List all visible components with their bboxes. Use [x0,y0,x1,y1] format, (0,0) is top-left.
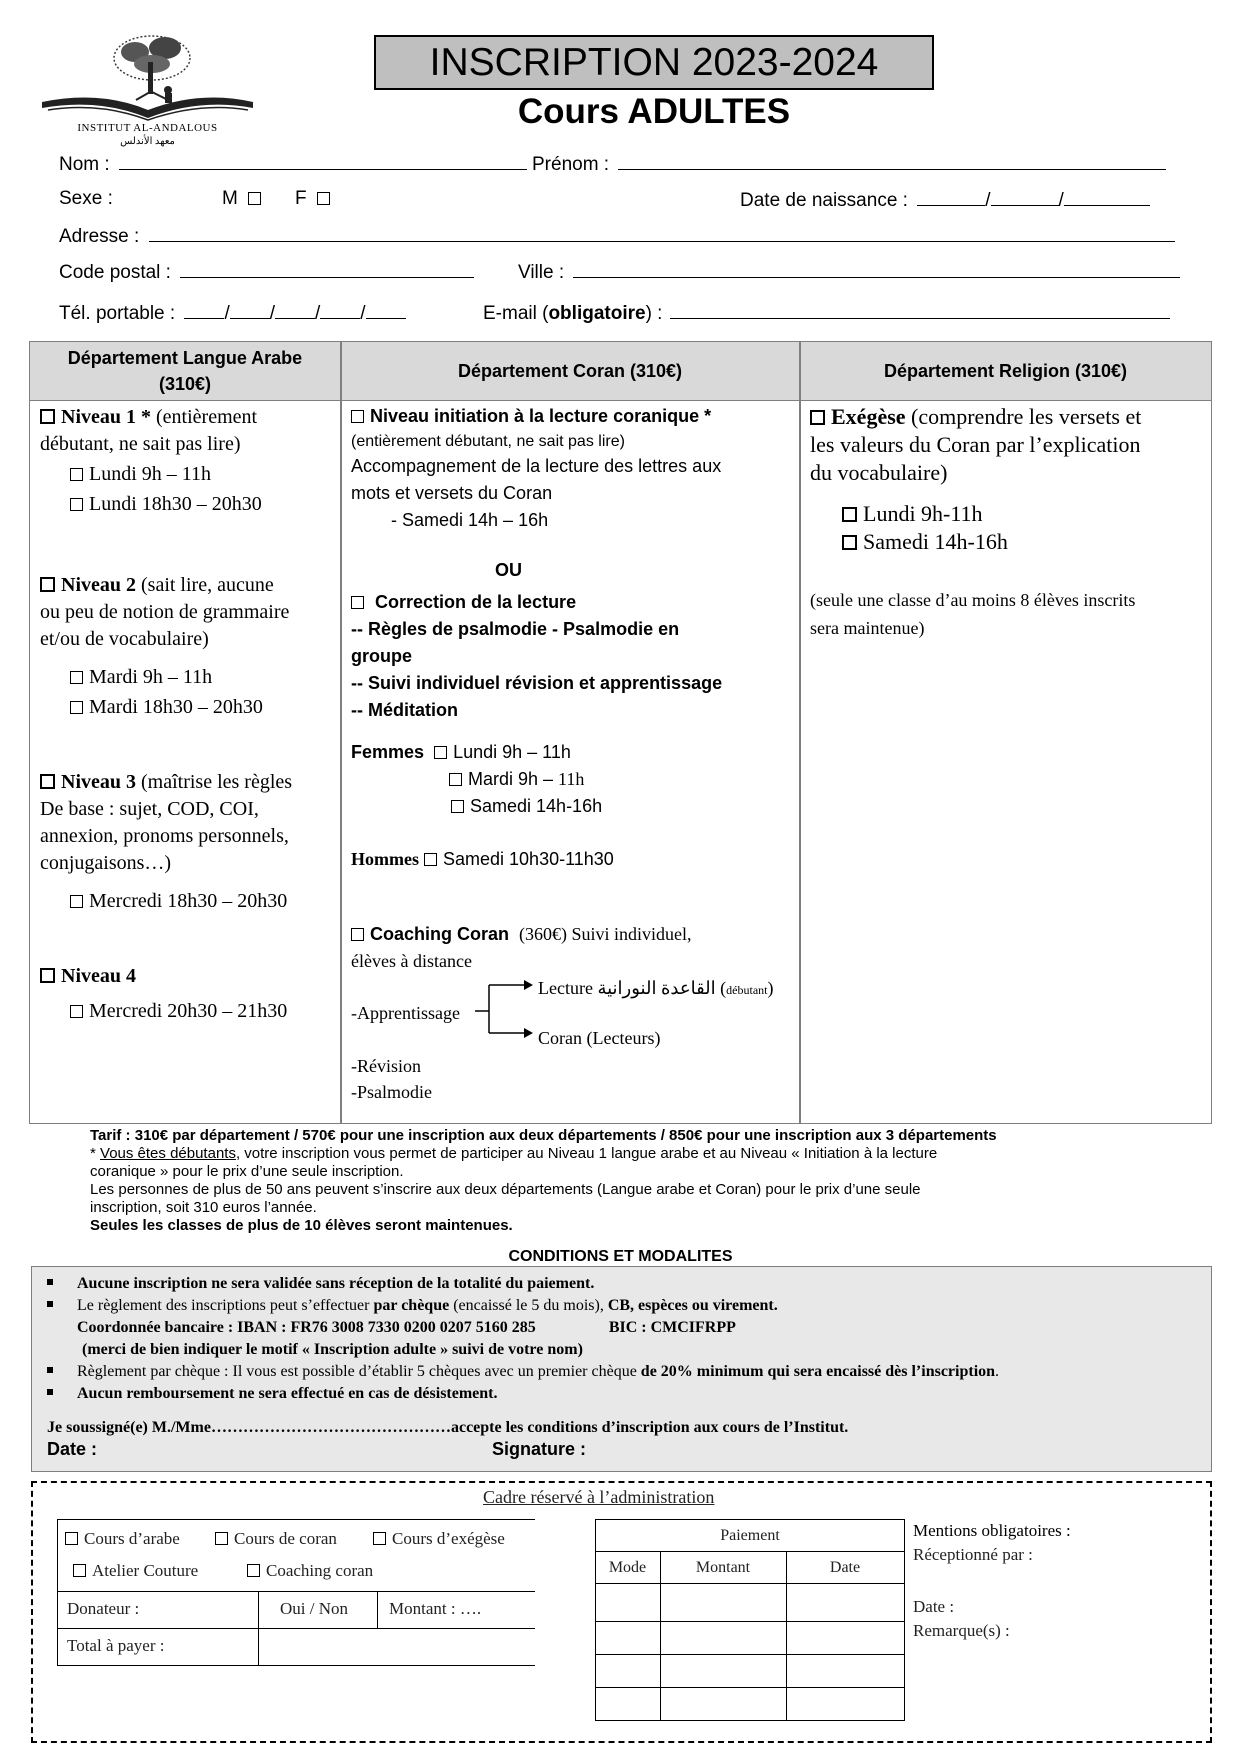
prenom-row [532,152,1166,176]
tel-row: Tél. portable : / / / / [59,301,406,325]
slot-label: Samedi 14h-16h [863,529,1008,554]
niveau1-desc: (entièrement [151,406,258,428]
exegese-desc: (comprendre les versets et [905,404,1142,429]
tel-field-1[interactable] [184,301,224,319]
niveau3-slot-1[interactable] [70,888,287,915]
prenom-field[interactable] [618,152,1166,170]
dob-day-field[interactable] [917,188,985,206]
condition-text: Aucune inscription ne sera validée sans réception de la totalité du paiement. [77,1275,595,1292]
dept-arabe-header-line2: (310€) [158,374,211,394]
receptionne-label: Réceptionné par : [913,1545,1033,1564]
condition-text-bold: par chèque [373,1297,450,1314]
initiation-sub: (entièrement débutant, ne sait pas lire) [351,433,625,450]
bullet-icon [47,1367,53,1373]
dept-coran-header: Département Coran (310€) [341,342,799,401]
checkbox[interactable] [373,1532,386,1545]
coaching-price: (360€) Suivi individuel, [519,924,692,944]
checkbox[interactable] [70,468,83,481]
sexe-m-label: M [222,188,238,209]
sexe-m-option[interactable] [222,188,267,210]
admin-opt-atelier[interactable] [73,1561,198,1581]
niveau2-title: Niveau 2 [61,574,136,596]
bic-text: BIC : CMCIFRPP [608,1319,736,1336]
date-sign-label: Date : [47,1439,98,1459]
dept-religion-header: Département Religion (310€) [800,342,1211,401]
checkbox[interactable] [70,498,83,511]
email-label-start: E-mail ( [483,303,549,324]
religion-note: (seule une classe d’au moins 8 élèves inscrits [810,590,1136,610]
initiation-checkbox[interactable] [351,410,364,423]
slot-label: Lundi 9h-11h [863,501,983,526]
debutants-prefix: * [90,1145,101,1162]
slot-label: Mercredi 18h30 – 20h30 [89,890,288,912]
admin-oui-non: Oui / Non [280,1599,348,1618]
tel-label: Tél. portable : [59,303,176,324]
coran-lecteurs: Coran (Lecteurs) [538,1028,661,1048]
apprentissage-label: -Apprentissage [351,1003,460,1023]
ville-row [518,260,1180,284]
sexe-f-option[interactable] [295,188,336,210]
dob-row: Date de naissance : / / [740,188,1150,212]
condition-item [47,1385,498,1403]
niveau1-desc-cont: débutant, ne sait pas lire) [40,433,241,455]
paiement-header: Paiement [720,1527,780,1544]
email-row [483,301,1170,325]
coaching-sub: élèves à distance [351,951,472,971]
ou-separator: OU [495,560,522,580]
dob-month-field[interactable] [991,188,1059,206]
admin-montant: Montant : …. [389,1599,482,1618]
dept-arabe-header-line1: Département Langue Arabe [67,347,303,368]
revision-label: -Révision [351,1056,421,1076]
coaching-title: Coaching Coran [370,924,510,944]
femmes-slot-3[interactable] [451,793,602,820]
initiation-desc-cont: mots et versets du Coran [351,483,553,503]
conditions-title: CONDITIONS ET MODALITES [508,1248,733,1265]
sexe-label: Sexe : [59,188,113,209]
lecture-note-open: ( [720,978,727,998]
email-field[interactable] [670,301,1170,319]
slot-label: Mercredi 20h30 – 21h30 [89,1000,288,1022]
niveau2-checkbox[interactable] [40,577,55,592]
niveau3-desc-cont: De base : sujet, COD, COI, [40,798,259,820]
lecture-note: débutant [726,983,768,997]
correction-option[interactable] [351,589,576,616]
slot-label: Mardi 9h – [468,769,559,789]
logo-arabic-name: معهد الأندلس [120,136,175,147]
dob-year-field[interactable] [1064,188,1150,206]
checkbox[interactable] [842,507,857,522]
admin-opt-label: Atelier Couture [92,1561,199,1580]
niveau2-slot-1[interactable] [70,664,212,691]
tel-field-2[interactable] [230,301,270,319]
admin-opt-label: Cours d’arabe [84,1529,180,1548]
sexe-m-checkbox[interactable] [248,192,261,205]
nom-row [59,152,527,176]
correction-line: -- Suivi individuel révision et apprentissage [351,673,723,693]
niveau4-option[interactable] [40,963,136,990]
cp-row [59,260,474,284]
bullet-icon [47,1301,53,1307]
adresse-label: Adresse : [59,226,140,247]
dept-arabe-header [30,342,340,401]
sexe-f-checkbox[interactable] [317,192,330,205]
admin-opt-label: Coaching coran [266,1561,374,1580]
email-label-end: ) : [645,303,663,324]
lecture-arabic: القاعدة النورانية [597,978,716,998]
admin-title: Cadre réservé à l’administration [483,1487,715,1507]
bullet-icon [47,1389,53,1395]
condition-text: Règlement par chèque : Il vous est possible d’établir 5 chèques avec un premier chèque [77,1363,641,1380]
bullet-icon [47,1279,53,1285]
slot-label: Samedi 10h30-11h30 [443,849,614,869]
checkbox[interactable] [451,800,464,813]
admin-section [31,1481,1212,1743]
col-divider [340,342,342,1123]
femmes-slot-1[interactable] [351,739,571,766]
iban-text: Coordonnée bancaire : IBAN : FR76 3008 7330 0200 0207 5160 285 [77,1319,536,1336]
motif-line: (merci de bien indiquer le motif « Inscription adulte » suivi de votre nom) [82,1341,583,1358]
departments-table [29,341,1212,1124]
correction-line: -- Règles de psalmodie - Psalmodie en [351,619,680,639]
admin-date-label: Date : [913,1597,955,1616]
admin-opt-label: Cours de coran [234,1529,337,1548]
prenom-label: Prénom : [532,154,610,175]
nom-label: Nom : [59,154,110,175]
correction-line: -- Méditation [351,700,458,720]
tree-book-logo-icon [40,30,255,130]
cp-label: Code postal : [59,262,171,283]
slot-label: Samedi 14h-16h [470,796,603,816]
admin-donateur: Donateur : [67,1599,140,1618]
condition-item [47,1275,594,1293]
checkbox[interactable] [434,746,447,759]
slot-label: Mardi 9h – 11h [89,666,213,688]
cp-field[interactable] [180,260,474,278]
checkbox[interactable] [70,1005,83,1018]
admin-opt-coran[interactable] [215,1529,337,1549]
sexe-f-label: F [295,188,307,209]
niveau2-slot-2[interactable] [70,694,263,721]
niveau2-desc: (sait lire, aucune [136,574,274,596]
checkbox[interactable] [215,1532,228,1545]
logo-name: INSTITUT AL-ANDALOUS [77,122,218,134]
age-line-cont: inscription, soit 310 euros l’année. [90,1199,317,1216]
page-subtitle: Cours ADULTES [517,92,791,131]
debutants-line [90,1145,997,1163]
checkbox[interactable] [70,895,83,908]
checkbox[interactable] [842,535,857,550]
condition-text: Le règlement des inscriptions peut s’effectuer [77,1297,374,1314]
niveau3-checkbox[interactable] [40,774,55,789]
religion-note-cont: sera maintenue) [810,618,925,638]
niveau3-desc: (maîtrise les règles [136,771,293,793]
iban-line [77,1319,736,1337]
slot-label: Lundi 9h – 11h [89,463,212,485]
admin-opt-arabe[interactable] [65,1529,180,1549]
exegese-desc-cont: du vocabulaire) [810,460,948,485]
condition-text-bold: de 20% minimum qui sera encaissé dès l’inscription [640,1363,996,1380]
niveau4-slot-1[interactable] [70,998,287,1025]
mentions-title: Mentions obligatoires : [913,1521,1071,1540]
niveau4-checkbox[interactable] [40,968,55,983]
correction-title: Correction de la lecture [375,592,577,612]
correction-line: groupe [351,646,412,666]
initiation-time: - Samedi 14h – 16h [391,510,549,530]
ville-label: Ville : [518,262,565,283]
nom-field[interactable] [119,152,527,170]
remarques-label: Remarque(s) : [913,1621,1010,1640]
exegese-title: Exégèse [831,404,906,429]
checkbox[interactable] [247,1564,260,1577]
coaching-checkbox[interactable] [351,928,364,941]
page-title: INSCRIPTION 2023-2024 [374,35,934,90]
femmes-label: Femmes [351,742,425,762]
niveau1-checkbox[interactable] [40,409,55,424]
debutants-line-cont: coranique » pour le prix d’une seule inscription. [90,1163,404,1180]
exegese-checkbox[interactable] [810,410,825,425]
niveau2-desc-cont: ou peu de notion de grammaire [40,601,290,623]
col-divider [799,342,801,1123]
tel-field-3[interactable] [275,301,315,319]
exegese-desc-cont: les valeurs du Coran par l’explication [810,432,1141,457]
slot-label: Mardi 18h30 – 20h30 [89,696,263,718]
psalmodie-label: -Psalmodie [351,1082,432,1102]
condition-item [47,1363,999,1381]
checkbox[interactable] [65,1532,78,1545]
exegese-slot-1[interactable] [842,500,983,528]
lecture-label: Lecture [538,978,593,998]
condition-item [47,1297,778,1315]
niveau1-title: Niveau 1 * [61,406,151,428]
lecture-branch [538,975,774,1004]
niveau2-option[interactable] [40,572,274,599]
condition-text: (encaissé le 5 du mois), [449,1297,608,1314]
signature-label: Signature : [492,1439,587,1459]
checkbox[interactable] [424,853,437,866]
adresse-field[interactable] [149,224,1175,242]
correction-checkbox[interactable] [351,596,364,609]
adresse-row [59,224,1175,248]
checkbox[interactable] [70,701,83,714]
slot-label: Lundi 9h – 11h [453,742,571,762]
hommes-label: Hommes [351,849,419,869]
admin-opt-exegese[interactable] [373,1529,505,1549]
checkbox[interactable] [70,671,83,684]
admin-opt-coaching[interactable] [247,1561,373,1581]
niveau4-title: Niveau 4 [61,965,136,987]
initiation-desc: Accompagnement de la lecture des lettres aux [351,456,722,476]
exegese-slot-2[interactable] [842,528,1008,556]
date-header: Date [829,1559,861,1576]
niveau1-slot-2[interactable] [70,491,262,518]
tel-field-5[interactable] [366,301,406,319]
debutants-text: , votre inscription vous permet de participer au Niveau 1 langue arabe et au Niveau « Initiation à la lecture [235,1145,938,1162]
tarif-notes [90,1127,997,1235]
checkbox[interactable] [73,1564,86,1577]
mode-header: Mode [608,1559,647,1576]
conditions-box [31,1266,1212,1472]
branch-arrows-icon [475,977,535,1041]
femmes-slot-2[interactable] [449,766,584,793]
niveau3-title: Niveau 3 [61,771,136,793]
niveau1-option[interactable] [40,404,257,431]
classes-line: Seules les classes de plus de 10 élèves seront maintenues. [90,1217,513,1234]
slot-label: Lundi 18h30 – 20h30 [89,493,262,515]
condition-text-bold: CB, espèces ou virement. [607,1297,778,1314]
ville-field[interactable] [573,260,1180,278]
dob-label: Date de naissance : [740,190,908,211]
lecture-note-close: ) [767,978,774,998]
age-line: Les personnes de plus de 50 ans peuvent s’inscrire aux deux départements (Langue arabe et Coran) pour le prix d’une seule [90,1181,921,1198]
niveau3-desc-cont: annexion, pronoms personnels, [40,825,289,847]
admin-total: Total à payer : [67,1636,165,1655]
exegese-option[interactable] [810,403,1141,431]
tel-field-4[interactable] [320,301,360,319]
tarif-line: Tarif : 310€ par département / 570€ pour une inscription aux deux départements / 850€ pour une inscription aux 3 départements [90,1127,997,1144]
email-label-required: obligatoire [548,303,646,324]
niveau3-option[interactable] [40,769,292,796]
slot-label-end: 11h [558,769,585,789]
coaching-option[interactable] [351,921,692,948]
niveau3-desc-cont: conjugaisons…) [40,852,172,874]
initiation-option[interactable] [351,403,711,430]
niveau2-desc-cont: et/ou de vocabulaire) [40,628,209,650]
montant-header: Montant [695,1559,751,1576]
niveau1-slot-1[interactable] [70,461,211,488]
admin-opt-label: Cours d’exégèse [392,1529,505,1548]
hommes-slot-1[interactable] [351,846,614,873]
condition-text: . [995,1363,1000,1380]
institute-logo [40,30,255,150]
initiation-title: Niveau initiation à la lecture coranique * [370,406,712,426]
condition-text: Aucun remboursement ne sera effectué en cas de désistement. [77,1385,498,1402]
debutants-emphasis: Vous êtes débutants [100,1145,236,1162]
checkbox[interactable] [449,773,462,786]
soussigne-line: Je soussigné(e) M./Mme………………………………………accepte les conditions d’inscription aux cours de l’Institut. [47,1419,849,1436]
